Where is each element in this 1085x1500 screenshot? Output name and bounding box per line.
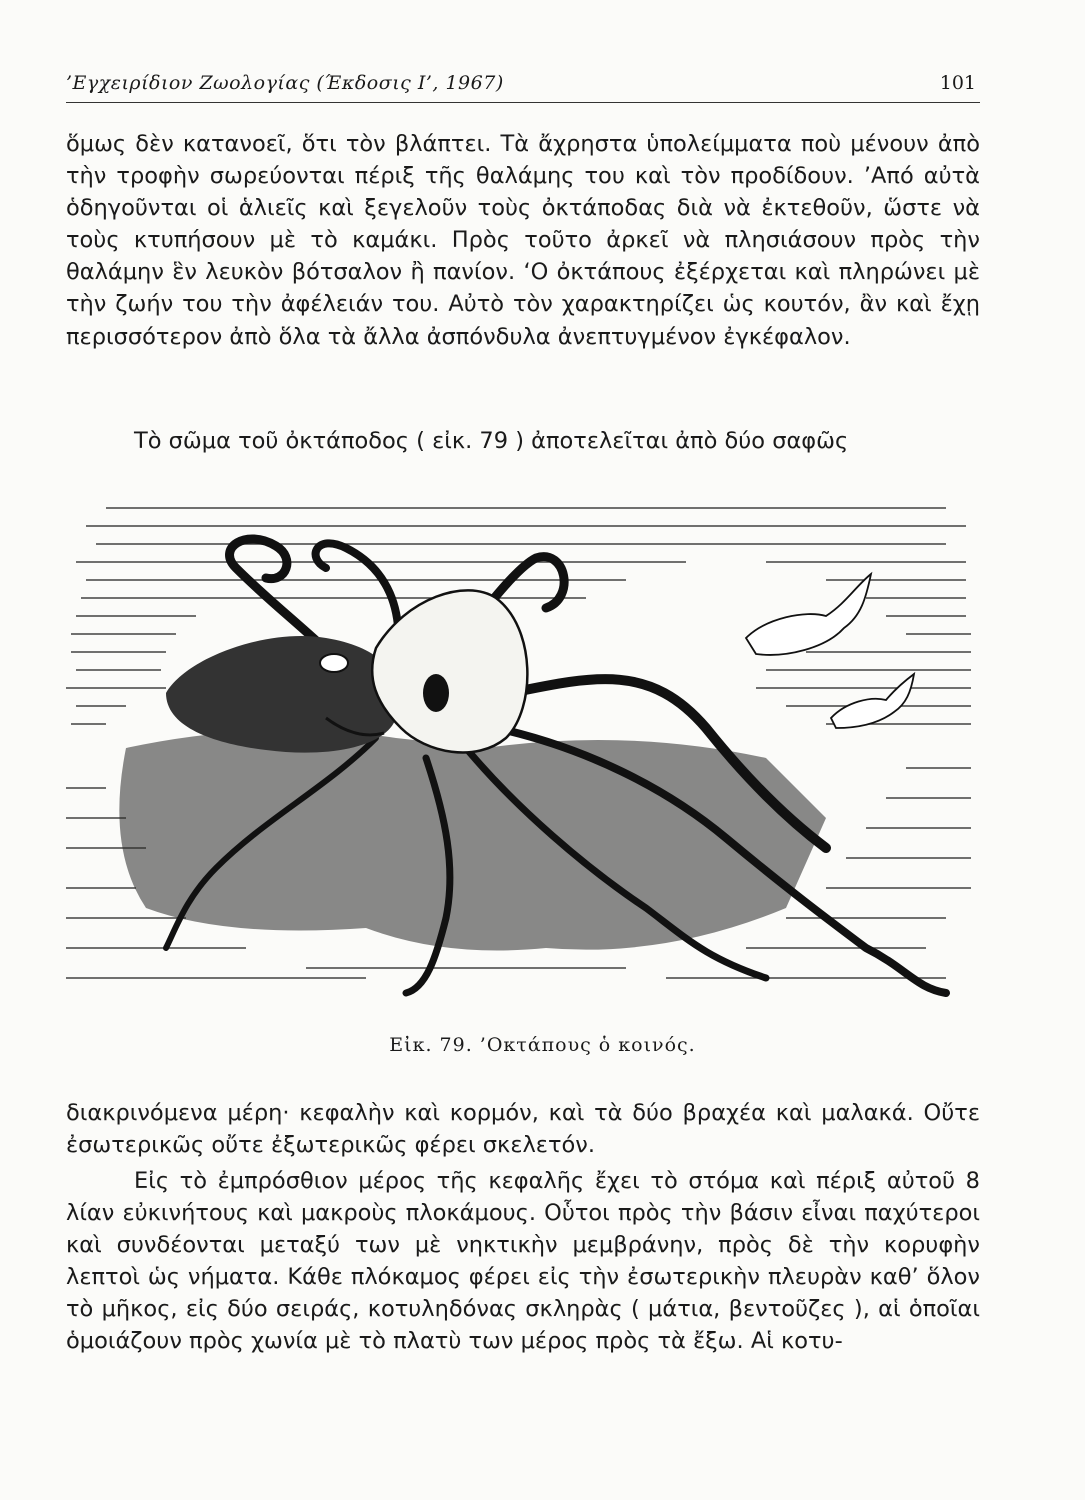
running-header (66, 72, 980, 103)
fish-figures (746, 574, 914, 728)
octopus-illustration (66, 488, 980, 1008)
book-title: ’Εγχειρίδιον Ζωολογίας (Έκδοσις Ι’, 1967) (66, 72, 504, 94)
page-number: 101 (939, 72, 976, 94)
figure-caption: Εἰκ. 79. ’Οκτάπους ὁ κοινός. (389, 1034, 696, 1056)
octopus-body (166, 590, 527, 752)
paragraph-3: Εἰς τὸ ἐμπρόσθιον μέρος τῆς κεφαλῆς ἔχει τὸ στόμα καὶ πέριξ αὐτοῦ 8 λίαν εὐκινήτους καὶ μακροὺς πλοκάμους. Οὗτοι πρὸς τὴν βάσιν εἶναι παχύτεροι καὶ συνδέονται μεταξύ των μὲ νηκτικὴν μεμβράνην, πρὸς δὲ τὴν κορυφὴν λεπτοὶ ὡς νήματα. Κάθε πλόκαμος φέρει εἰς τὴν ἐσωτερικὴν πλευρὰν καθ’ ὅλον τὸ μῆκος, εἰς δύο σειράς, κοτυληδόνας σκληρὰς ( μάτια, βεντοῦζες ), αἱ ὁποῖαι ὁμοιάζουν πρὸς χωνία μὲ τὸ πλατὺ των μέρος πρὸς τὰ ἔξω. Αἱ κοτυ- (66, 1168, 980, 1355)
paragraph-1: ὅμως δὲν κατανοεῖ, ὅτι τὸν βλάπτει. Τὰ ἄχρηστα ὑπολείμματα ποὺ μένουν ἀπὸ τὴν τροφὴν σωρεύονται πέριξ τῆς θαλάμης του καὶ τὸν προδίδουν. ’Από αὐτὰ ὁδηγοῦνται οἱ ἁλιεῖς καὶ ξεγελοῦν τοὺς ὀκτάποδας διὰ νὰ ἐκτεθοῦν, ὥστε νὰ τοὺς κτυπήσουν μὲ τὸ καμάκι. Πρὸς τοῦτο ἀρκεῖ νὰ πλησιάσουν πρὸς τὴν θαλάμην ἓν λευκὸν βότσαλον ἢ πανίον. ‘Ο ὀκτάπους ἐξέρχεται καὶ πληρώνει μὲ τὴν ζωήν του τὴν ἀφέλειάν του. Αὐτὸ τὸν χαρακτηρίζει ὡς κουτόν, ἂν καὶ ἔχῃ περισσότερον ἀπὸ ὅλα τὰ ἄλλα ἀσπόνδυλα ἀνεπτυγμένον ἐγκέφαλον. (66, 131, 980, 350)
octopus-engraving-icon (66, 488, 980, 1008)
paragraph-2-start: Τὸ σῶμα τοῦ ὀκτάποδος ( εἰκ. 79 ) ἀποτελεῖται ἀπὸ δύο σαφῶς (134, 428, 849, 454)
paragraph-2-continued: διακρινόμενα μέρη· κεφαλὴν καὶ κορμόν, καὶ τὰ δύο βραχέα καὶ μαλακά. Οὔτε ἐσωτερικῶς οὔτε ἐξωτερικῶς φέρει σκελετόν. (66, 1100, 980, 1159)
seabed-shading (119, 730, 826, 951)
